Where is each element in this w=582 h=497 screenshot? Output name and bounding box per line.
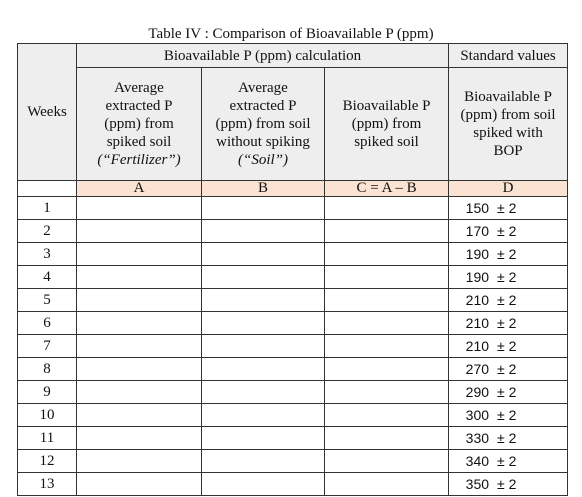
col-a-header [77, 68, 202, 181]
cell-b [202, 220, 325, 243]
table-row [18, 427, 568, 450]
cell-b [202, 335, 325, 358]
cell-b [202, 197, 325, 220]
std-cell [449, 450, 568, 473]
cell-b [202, 289, 325, 312]
cell-c [325, 473, 449, 496]
col-d-line: BOP [493, 143, 523, 159]
table-caption: Table IV : Comparison of Bioavailable P (ppm) [148, 26, 434, 42]
week-cell: 9 [18, 381, 77, 404]
table-row [18, 312, 568, 335]
cell-c [325, 450, 449, 473]
col-b-line: extracted P [229, 98, 297, 114]
cell-c [325, 312, 449, 335]
std-value: 330 [465, 430, 490, 446]
cell-a [77, 404, 202, 427]
week-cell: 1 [18, 197, 77, 220]
std-value: 210 [465, 292, 490, 308]
cell-b [202, 381, 325, 404]
std-cell [449, 220, 568, 243]
std-cell [449, 197, 568, 220]
col-d-line: spiked with [473, 125, 543, 141]
std-tolerance: ± 2 [497, 361, 517, 377]
cell-a [77, 289, 202, 312]
std-value: 190 [465, 269, 490, 285]
cell-c [325, 404, 449, 427]
col-d-line: Bioavailable P [464, 89, 552, 105]
col-a-line: Average [114, 80, 164, 96]
std-value: 150 [465, 200, 490, 216]
cell-c [325, 427, 449, 450]
cell-b [202, 243, 325, 266]
std-tolerance: ± 2 [497, 246, 517, 262]
letter-blank [18, 181, 77, 197]
std-value: 170 [465, 223, 490, 239]
std-cell [449, 381, 568, 404]
cell-a [77, 473, 202, 496]
std-tolerance: ± 2 [497, 430, 517, 446]
letter-a: A [77, 181, 202, 197]
cell-b [202, 427, 325, 450]
bioavailable-p-table [17, 43, 568, 496]
week-cell: 10 [18, 404, 77, 427]
col-d-line: (ppm) from soil [460, 107, 556, 123]
col-a-line: extracted P [105, 98, 173, 114]
cell-b [202, 450, 325, 473]
week-cell: 13 [18, 473, 77, 496]
col-b-line: without spiking [216, 134, 310, 150]
cell-c [325, 266, 449, 289]
week-cell: 4 [18, 266, 77, 289]
week-cell: 3 [18, 243, 77, 266]
std-value: 340 [465, 453, 490, 469]
cell-a [77, 312, 202, 335]
std-value: 190 [465, 246, 490, 262]
std-tolerance: ± 2 [497, 200, 517, 216]
table-row [18, 450, 568, 473]
col-c-line: Bioavailable P [342, 98, 431, 114]
std-cell [449, 243, 568, 266]
cell-c [325, 197, 449, 220]
cell-b [202, 404, 325, 427]
std-value: 210 [465, 315, 490, 331]
col-c-line: spiked soil [354, 134, 419, 150]
std-value: 290 [465, 384, 490, 400]
letter-c: C = A – B [325, 181, 449, 197]
table-row [18, 358, 568, 381]
table-row [18, 473, 568, 496]
std-value: 270 [465, 361, 490, 377]
col-c-line: (ppm) from [351, 116, 422, 132]
table-row [18, 404, 568, 427]
cell-b [202, 266, 325, 289]
std-cell [449, 335, 568, 358]
week-cell: 12 [18, 450, 77, 473]
std-value: 210 [465, 338, 490, 354]
cell-c [325, 358, 449, 381]
cell-c [325, 289, 449, 312]
col-d-header [449, 68, 568, 181]
table-row [18, 197, 568, 220]
std-cell [449, 289, 568, 312]
col-b-header [202, 68, 325, 181]
week-cell: 5 [18, 289, 77, 312]
cell-c [325, 220, 449, 243]
table-row [18, 220, 568, 243]
std-cell [449, 266, 568, 289]
table-row [18, 381, 568, 404]
col-a-line: spiked soil [106, 134, 172, 150]
std-tolerance: ± 2 [497, 269, 517, 285]
cell-b [202, 312, 325, 335]
std-tolerance: ± 2 [497, 453, 517, 469]
cell-a [77, 335, 202, 358]
table-row [18, 266, 568, 289]
table-row [18, 335, 568, 358]
std-cell [449, 312, 568, 335]
cell-a [77, 381, 202, 404]
letter-d: D [449, 181, 568, 197]
cell-a [77, 243, 202, 266]
week-cell: 2 [18, 220, 77, 243]
std-value: 300 [465, 407, 490, 423]
letter-b: B [202, 181, 325, 197]
std-cell [449, 427, 568, 450]
table-row [18, 289, 568, 312]
cell-b [202, 358, 325, 381]
weeks-header: Weeks [18, 44, 77, 181]
col-c-header [325, 68, 449, 181]
std-value: 350 [465, 476, 490, 492]
cell-b [202, 473, 325, 496]
cell-a [77, 427, 202, 450]
col-b-line: Average [238, 80, 288, 96]
std-tolerance: ± 2 [497, 292, 517, 308]
cell-a [77, 358, 202, 381]
col-b-italic: (“Soil”) [237, 152, 288, 168]
std-tolerance: ± 2 [497, 315, 517, 331]
std-tolerance: ± 2 [497, 338, 517, 354]
cell-a [77, 197, 202, 220]
cell-a [77, 450, 202, 473]
std-cell [449, 358, 568, 381]
std-tolerance: ± 2 [497, 223, 517, 239]
std-cell [449, 404, 568, 427]
std-tolerance: ± 2 [497, 407, 517, 423]
cell-c [325, 335, 449, 358]
std-tolerance: ± 2 [497, 476, 517, 492]
calc-group-header: Bioavailable P (ppm) calculation [77, 44, 449, 68]
col-b-line: (ppm) from soil [215, 116, 311, 132]
std-cell [449, 473, 568, 496]
week-cell: 11 [18, 427, 77, 450]
week-cell: 7 [18, 335, 77, 358]
std-tolerance: ± 2 [497, 384, 517, 400]
week-cell: 6 [18, 312, 77, 335]
cell-c [325, 243, 449, 266]
table-row [18, 243, 568, 266]
std-group-header: Standard values [449, 44, 568, 68]
cell-c [325, 381, 449, 404]
week-cell: 8 [18, 358, 77, 381]
col-a-italic: (“Fertilizer”) [97, 152, 181, 168]
cell-a [77, 220, 202, 243]
cell-a [77, 266, 202, 289]
col-a-line: (ppm) from [104, 116, 174, 132]
